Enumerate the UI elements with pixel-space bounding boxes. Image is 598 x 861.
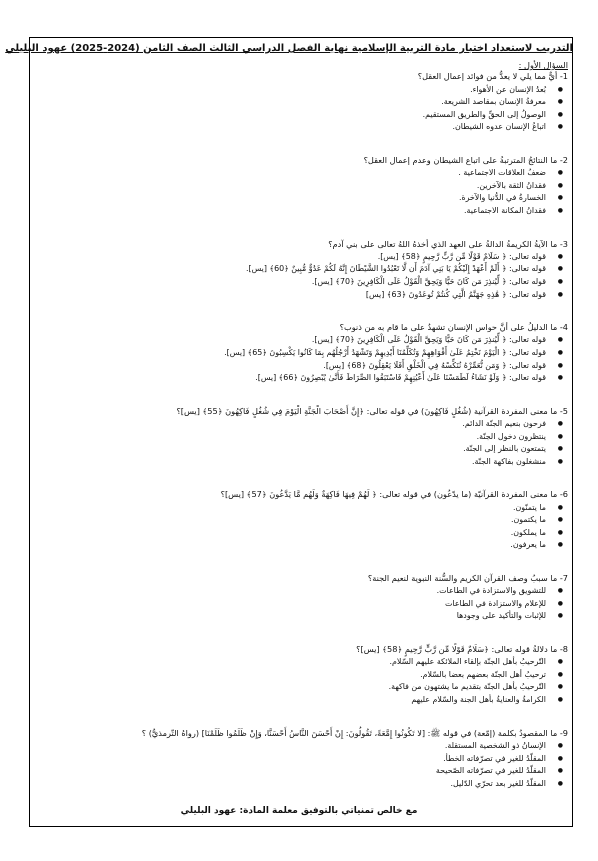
section-label: السؤال الأول :	[518, 60, 568, 70]
answer-option: ● ما يعرفون.	[34, 539, 546, 552]
question-text: 5- ما معنى المفردة القرآنية (شُغُلٍ فَاكِهُونَ) في قوله تعالى: ﴿إِنَّ أَصْحَابَ الْجَنَّةِ الْيَوْمَ فِي شُغُلٍ فَاكِهُونَ ﴿55﴾ [يس]؟	[176, 405, 568, 416]
answer-option: ● المقلّدُ للغير بعد تحرّي الدّليل.	[34, 778, 546, 791]
question-block	[34, 71, 568, 134]
question-text: 9- ما المقصودُ بكلمة (إمّعة) في قوله ﷺ: [لا تَكُونُوا إِمَّعَةً، تَقُولُونَ: إِنْ أَحْسَنَ النَّاسُ أَحْسَنَّا، وَإِنْ ظَلَمُوا ظَلَمْنَا] (رواهُ التّرمذيُّ) ؟	[141, 727, 568, 738]
answer-option: ● التّرحيبُ بأهل الجنّة بتقديم ما يشتهون من فاكهة.	[34, 681, 546, 694]
question-block	[34, 406, 568, 469]
answer-option: ● الإنسانُ ذو الشخصية المستقلة.	[34, 740, 546, 753]
answer-option: ● فقدانُ الثقة بالآخرين.	[34, 180, 546, 193]
question-block	[34, 573, 568, 623]
answer-option: ● قوله تعالى: ﴿ لِّيُنذِرَ مَن كَانَ حَيًّا وَيَحِقَّ الْقَوْلُ عَلَى الْكَافِرِينَ ﴿70﴾ [يس].	[34, 334, 546, 347]
answer-option: ● فرحون بنعيم الجنّة الدائم.	[34, 418, 546, 431]
question-spacer	[34, 301, 568, 322]
question-spacer	[34, 134, 568, 155]
answer-option: ● للتشويق والاستزادة في الطاعات.	[34, 585, 546, 598]
question-text: 2- ما النتائجُ المترتبةُ على اتباع الشيطان وعدم إعمال العقل؟	[363, 154, 568, 165]
question-spacer	[34, 385, 568, 406]
option-list	[34, 418, 568, 468]
question-block	[34, 155, 568, 218]
option-list	[34, 585, 568, 623]
option-list	[34, 251, 568, 301]
answer-option: ● الوصولُ إلى الحقِّ والطريق المستقيم.	[34, 109, 546, 122]
option-list	[34, 84, 568, 134]
question-spacer	[34, 707, 568, 728]
question-spacer	[34, 552, 568, 573]
option-list	[34, 740, 568, 790]
option-list	[34, 167, 568, 217]
question-spacer	[34, 468, 568, 489]
answer-option: ● قوله تعالى: ﴿ لِّيُنذِرَ مَن كَانَ حَيًّا وَيَحِقَّ الْقَوْلُ عَلَى الْكَافِرِينَ ﴿70﴾ [يس].	[34, 276, 546, 289]
question-block	[34, 728, 568, 791]
answer-option: ● المقلّدُ للغير في تصرّفاته الخطأ.	[34, 753, 546, 766]
option-list	[34, 656, 568, 706]
question-text: 8- ما دلالةُ قوله تعالى: ﴿سَلَامٌ قَوْلًا مِّن رَّبٍّ رَّحِيمٍ ﴿58﴾ [يس]؟	[356, 644, 568, 655]
answer-option: ● المقلّدُ للغير في تصرّفاته الصّحيحة	[34, 765, 546, 778]
answer-option: ● قوله تعالى: ﴿ وَلَوْ نَشَاءُ لَطَمَسْنَا عَلَىٰ أَعْيُنِهِمْ فَاسْتَبَقُوا الصِّرَاطَ فَأَنَّىٰ يُبْصِرُونَ ﴿66﴾ [يس].	[34, 372, 546, 385]
answer-option: ● الكرامةُ والعنايةُ بأهل الجنة والسّلام عليهم	[34, 694, 546, 707]
question-block	[34, 239, 568, 302]
footer-note: مع خالص تمنياتي بالتوفيق معلمة المادة: عهود البليلي	[180, 806, 418, 816]
answer-option: ● يتمتعون بالنظر إلى الجنّة.	[34, 443, 546, 456]
questions-container	[34, 60, 568, 790]
answer-option: ● ضعفُ العلاقات الاجتماعية .	[34, 167, 546, 180]
question-block	[34, 644, 568, 707]
answer-option: ● للإعلام والاستزادة في الطاعات	[34, 598, 546, 611]
question-block	[34, 322, 568, 385]
answer-option: ● قوله تعالى: ﴿ وَمَن نُّعَمِّرْهُ نُنَكِّسْهُ فِي الْخَلْقِ أَفَلَا يَعْقِلُونَ ﴿68﴾ [يس].	[34, 360, 546, 373]
answer-option: ● للإثبات والتأكيد على وجودها	[34, 610, 546, 623]
answer-option: ● ما يتمنّون.	[34, 502, 546, 515]
answer-option: ● منشغلون بفاكهة الجنّة.	[34, 456, 546, 469]
question-text: 1- أيٌّ مما يلي لا يعدُّ من فوائد إعمال العقل؟	[417, 71, 568, 82]
option-list	[34, 502, 568, 552]
answer-option: ● قوله تعالى: ﴿ هَٰذِهِ جَهَنَّمُ الَّتِي كُنتُمْ تُوعَدُونَ ﴿63﴾ [يس]	[34, 289, 546, 302]
question-text: 7- ما سببُ وصف القرآن الكريم والسُّنة النبوية لنعيم الجنة؟	[367, 573, 568, 583]
answer-option: ● الخسارةُ في الدُّنيا والآخرة.	[34, 192, 546, 205]
question-text: 4- ما الدليلُ على أنَّ حواس الإنسان تشهدُ على ما قام به من ذنوب؟	[339, 322, 568, 333]
page-title: التدريب لاستعداد اختبار مادة التربية الإسلامية نهاية الفصل الدراسي الثالث الصف الثامن (2024-2025) عهود البليلي	[5, 43, 573, 54]
question-spacer	[34, 218, 568, 239]
answer-option: ● قوله تعالى: ﴿ أَلَمْ أَعْهَدْ إِلَيْكُمْ يَا بَنِي آدَمَ أَن لَّا تَعْبُدُوا الشَّيْطَانَ إِنَّهُ لَكُمْ عَدُوٌّ مُّبِينٌ ﴿60﴾ [يس].	[34, 263, 546, 276]
question-block	[34, 489, 568, 552]
question-spacer	[34, 623, 568, 644]
answer-option: ● ينتظرون دخول الجنّة.	[34, 431, 546, 444]
answer-option: ● اتباعُ الإنسان عدوه الشيطان.	[34, 121, 546, 134]
answer-option: ● ما يملكون.	[34, 527, 546, 540]
answer-option: ● ما يكتمون.	[34, 514, 546, 527]
answer-option: ● قوله تعالى: ﴿ سَلَامٌ قَوْلًا مِّن رَّبٍّ رَّحِيمٍ ﴿58﴾ [يس].	[34, 251, 546, 264]
question-text: 3- ما الآيةُ الكريمةُ الدالةُ على العهد الذي أخذهُ اللهُ تعالى على بني آدم؟	[328, 238, 568, 249]
answer-option: ● معرفةُ الإنسان بمقاصد الشريعة.	[34, 96, 546, 109]
question-list	[34, 71, 568, 790]
answer-option: ● قوله تعالى: ﴿ الْيَوْمَ نَخْتِمُ عَلَىٰ أَفْوَاهِهِمْ وَتُكَلِّمُنَا أَيْدِيهِمْ وَتَشْهَدُ أَرْجُلُهُم بِمَا كَانُوا يَكْسِبُونَ ﴿65﴾ [يس].	[34, 347, 546, 360]
answer-option: ● فقدانُ المكانة الاجتماعية.	[34, 205, 546, 218]
answer-option: ● بُعدُ الإنسان عن الأهواء.	[34, 84, 546, 97]
answer-option: ● ترحيبُ أهل الجنّة بعضهم بعضا بالسّلام.	[34, 669, 546, 682]
option-list	[34, 334, 568, 384]
question-text: 6- ما معنى المفردة القرآنيّة (ما يدّعُون) في قوله تعالى: ﴿ لَهُمْ فِيهَا فَاكِهَةٌ وَلَهُم مَّا يَدَّعُونَ ﴿57﴾ [يس]؟	[220, 489, 568, 500]
answer-option: ● التّرحيبُ بأهل الجنّة بإلقاء الملائكة عليهم السّلام.	[34, 656, 546, 669]
